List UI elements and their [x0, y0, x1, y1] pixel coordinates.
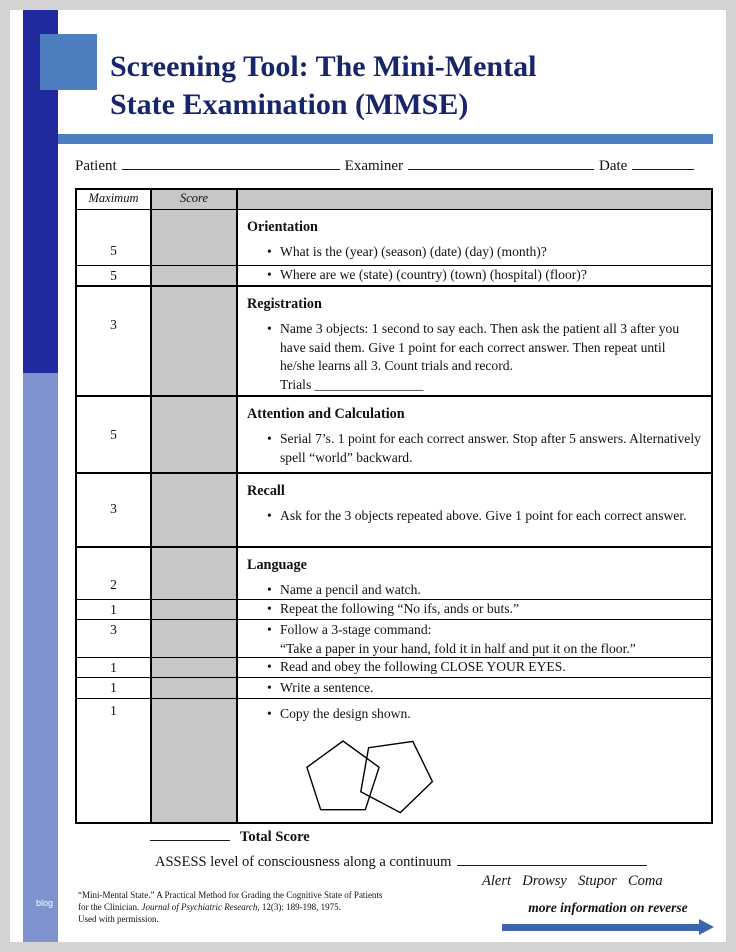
- max-points-cell: [77, 678, 152, 698]
- max-points-cell: [77, 600, 152, 619]
- mmse-table: [75, 188, 713, 824]
- row-language-repeat: [77, 599, 711, 619]
- column-header-spacer: [238, 190, 711, 209]
- more-info-label: more information on reverse: [528, 900, 688, 915]
- item-content: [238, 397, 711, 472]
- command-quote-line: “Take a paper in your hand, fold it in half and put it on the floor.”: [280, 640, 636, 656]
- bullet-icon: [267, 621, 280, 640]
- total-score-blank: [150, 828, 230, 841]
- score-cell: [152, 678, 238, 698]
- max-points: 3: [110, 317, 117, 332]
- item-content: [238, 548, 711, 599]
- max-points: 5: [110, 243, 117, 258]
- assess-blank: [457, 853, 647, 866]
- row-recall: [77, 472, 711, 546]
- max-points: 5: [110, 267, 117, 283]
- item-bullet: • Name a pencil and watch.: [246, 581, 701, 600]
- item-bullet: • Write a sentence.: [246, 679, 701, 698]
- citation-line2-pre: for the Clinician.: [78, 902, 142, 912]
- section-heading: Language: [247, 557, 307, 573]
- page-title-line1: Screening Tool: The Mini-Mental: [110, 50, 537, 83]
- score-cell: [152, 287, 238, 395]
- max-points-cell: [77, 210, 152, 265]
- consciousness-options: Alert Drowsy Stupor Coma: [482, 873, 663, 889]
- max-points-cell: [77, 620, 152, 657]
- item-bullet: • Ask for the 3 objects repeated above. Give 1 point for each correct answer.: [246, 507, 701, 526]
- total-score-line: [150, 828, 310, 846]
- row-language-write: [77, 677, 711, 698]
- section-heading: Registration: [247, 296, 322, 312]
- page-title-line2: State Examination (MMSE): [110, 88, 469, 121]
- pentagon-design: [295, 727, 455, 822]
- item-bullet: • Read and obey the following CLOSE YOUR EYES.: [246, 658, 701, 677]
- row-language-command: [77, 619, 711, 657]
- arrow-shaft: [502, 924, 699, 931]
- score-cell: [152, 397, 238, 472]
- assess-text: ASSESS level of consciousness along a continuum: [155, 854, 452, 870]
- date-label: Date: [598, 158, 628, 174]
- row-language-naming: [77, 546, 711, 599]
- item-bullet: • Copy the design shown.: [246, 705, 701, 724]
- row-language-read: [77, 657, 711, 677]
- max-points: 3: [110, 622, 117, 637]
- column-header-maximum: Maximum: [77, 190, 152, 209]
- score-cell: [152, 548, 238, 599]
- bullet-icon: [267, 266, 280, 285]
- item-bullet: • Serial 7’s. 1 point for each correct answer. Stop after 5 answers. Alternatively spell “world” backward.: [246, 430, 701, 467]
- item-content: [238, 620, 711, 657]
- item-bullet: • Repeat the following “No ifs, ands or buts.”: [246, 600, 701, 619]
- max-points: 5: [110, 427, 117, 442]
- score-cell: [152, 600, 238, 619]
- title-underline-bar: [58, 134, 713, 144]
- max-points: 3: [110, 501, 117, 516]
- max-points: 1: [110, 659, 117, 675]
- title-accent-square: [40, 34, 97, 90]
- max-points-cell: [77, 266, 152, 285]
- max-points: 1: [110, 601, 117, 617]
- total-score-label: Total Score: [240, 829, 310, 845]
- citation-line3: Used with permission.: [78, 914, 159, 924]
- item-content: [238, 266, 711, 285]
- item-content: [238, 474, 711, 546]
- item-content: [238, 210, 711, 265]
- max-points-cell: [77, 474, 152, 546]
- bullet-icon: [267, 430, 280, 449]
- section-heading: Attention and Calculation: [247, 406, 405, 422]
- row-registration: [77, 285, 711, 395]
- item-content: [238, 678, 711, 698]
- assess-line: [155, 853, 647, 871]
- section-heading: Recall: [247, 483, 285, 499]
- examiner-blank: [408, 156, 594, 170]
- item-content: [238, 658, 711, 677]
- citation-journal-name: Journal of Psychiatric Research: [141, 902, 258, 912]
- max-points-cell: [77, 548, 152, 599]
- date-blank: [632, 156, 694, 170]
- citation-line2-post: , 12(3): 189-198, 1975.: [257, 902, 341, 912]
- bullet-icon: [267, 507, 280, 526]
- max-points-cell: [77, 658, 152, 677]
- score-cell: [152, 210, 238, 265]
- row-orientation: [77, 209, 711, 265]
- score-cell: [152, 658, 238, 677]
- item-bullet: • Follow a 3-stage command:: [246, 621, 701, 640]
- item-bullet: • What is the (year) (season) (date) (day) (month)?: [246, 243, 701, 262]
- max-points-cell: [77, 287, 152, 395]
- form-page: [10, 10, 726, 942]
- column-header-score: Score: [152, 190, 238, 209]
- bullet-icon: [267, 705, 280, 724]
- more-info-callout: [502, 900, 714, 936]
- max-points-cell: [77, 699, 152, 822]
- bullet-icon: [267, 581, 280, 600]
- citation-line1: “Mini-Mental State.” A Practical Method for Grading the Cognitive State of Patients: [78, 890, 383, 900]
- row-orientation-2: [77, 265, 711, 285]
- row-attention-calculation: [77, 395, 711, 472]
- watermark-text: blog: [36, 898, 54, 908]
- max-points-cell: [77, 397, 152, 472]
- patient-label: Patient: [75, 158, 117, 174]
- bullet-icon: [267, 600, 280, 619]
- bullet-icon: [267, 243, 280, 262]
- item-content: [238, 699, 711, 822]
- bullet-icon: [267, 679, 280, 698]
- row-language-copy: [77, 698, 711, 822]
- max-points: 1: [110, 680, 117, 695]
- max-points: 2: [110, 577, 117, 592]
- bullet-icon: [267, 320, 280, 339]
- pentagon-right: [361, 741, 433, 812]
- patient-blank: [122, 156, 340, 170]
- score-cell: [152, 266, 238, 285]
- score-cell: [152, 699, 238, 822]
- max-points: 1: [110, 703, 117, 718]
- left-accent-bar-light: [23, 373, 58, 942]
- trials-line: Trials ________________: [280, 376, 424, 392]
- table-header-row: [77, 190, 711, 209]
- right-arrow-icon: [502, 919, 714, 936]
- item-bullet: • Name 3 objects: 1 second to say each. Then ask the patient all 3 after you have said them. Give 1 point for each correct answer. Then repeat until he/she learns all 3. Count trials and record.: [246, 320, 701, 376]
- score-cell: [152, 620, 238, 657]
- item-content: [238, 600, 711, 619]
- bullet-icon: [267, 658, 280, 677]
- item-bullet: • Where are we (state) (country) (town) (hospital) (floor)?: [246, 266, 701, 285]
- item-content: [238, 287, 711, 395]
- page-title: [110, 48, 536, 124]
- citation-line2: [78, 901, 468, 913]
- examiner-label: Examiner: [344, 158, 403, 174]
- section-heading: Orientation: [247, 219, 318, 235]
- arrow-head: [699, 919, 714, 935]
- patient-info-line: [75, 156, 699, 175]
- citation: [78, 889, 468, 925]
- score-cell: [152, 474, 238, 546]
